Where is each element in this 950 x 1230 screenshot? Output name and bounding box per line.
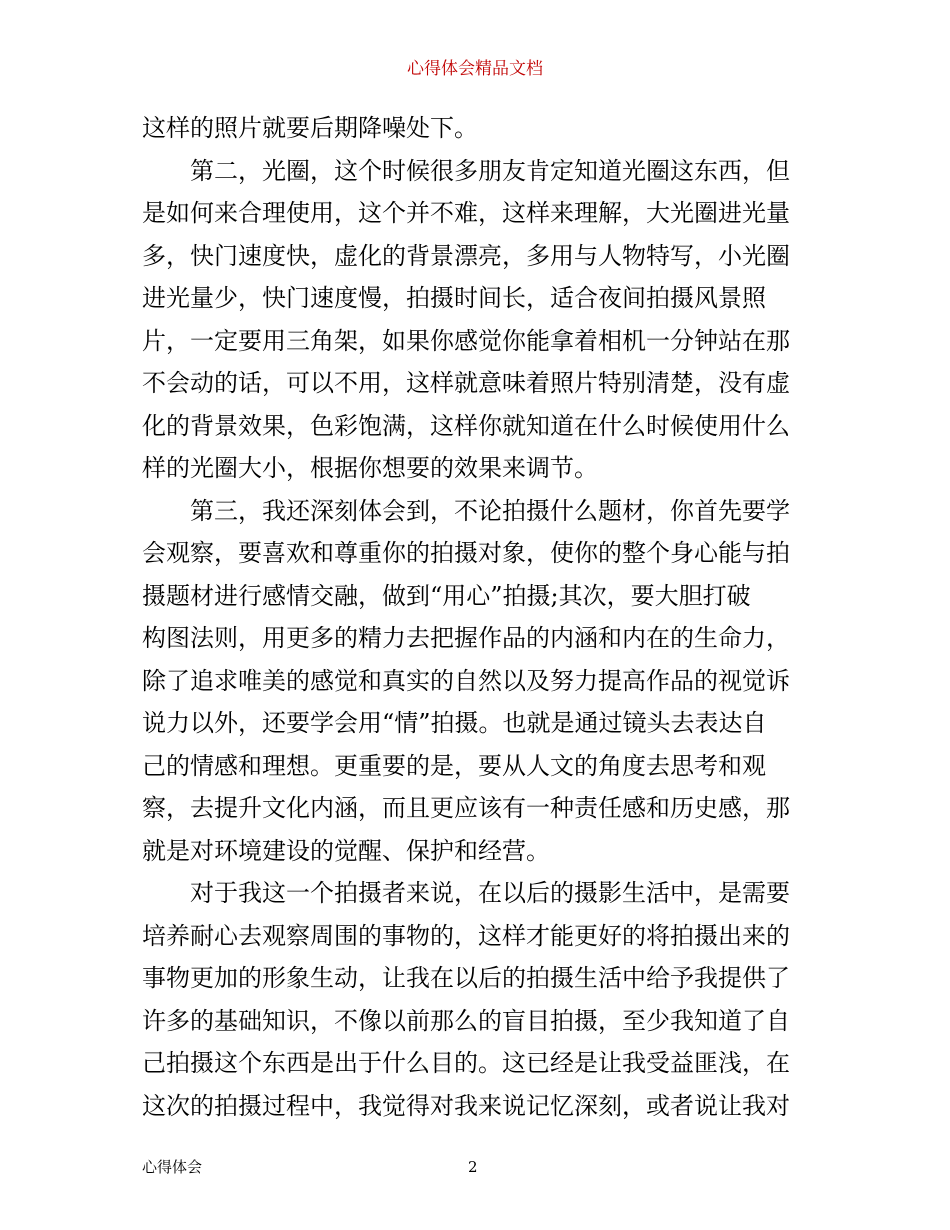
body-line: 多，快门速度快，虚化的背景漂亮，多用与人物特写，小光圈 xyxy=(142,242,790,270)
body-line: 事物更加的形象生动，让我在以后的拍摄生活中给予我提供了 xyxy=(142,964,790,992)
body-line: 进光量少，快门速度慢，拍摄时间长，适合夜间拍摄风景照 xyxy=(142,284,766,312)
body-line: 说力以外，还要学会用“情”拍摄。也就是通过镜头去表达自 xyxy=(142,709,767,737)
body-line: 对于我这一个拍摄者来说，在以后的摄影生活中，是需要 xyxy=(142,879,790,907)
body-line: 己拍摄这个东西是出于什么目的。这已经是让我受益匪浅，在 xyxy=(142,1049,790,1077)
body-line: 样的光圈大小，根据你想要的效果来调节。 xyxy=(142,454,598,482)
body-line: 这样的照片就要后期降噪处下。 xyxy=(142,114,478,142)
body-line: 察，去提升文化内涵，而且更应该有一种责任感和历史感，那 xyxy=(142,794,790,822)
body-line: 第二，光圈，这个时候很多朋友肯定知道光圈这东西，但 xyxy=(142,157,790,185)
body-line: 培养耐心去观察周围的事物的，这样才能更好的将拍摄出来的 xyxy=(142,922,790,950)
body-line: 摄题材进行感情交融，做到“用心”拍摄;其次，要大胆打破 xyxy=(142,582,751,610)
body-line: 构图法则，用更多的精力去把握作品的内涵和内在的生命力， xyxy=(142,624,790,652)
body-line: 会观察，要喜欢和尊重你的拍摄对象，使你的整个身心能与拍 xyxy=(142,539,790,567)
page-header-title: 心得体会精品文档 xyxy=(407,59,543,79)
body-line: 许多的基础知识，不像以前那么的盲目拍摄，至少我知道了自 xyxy=(142,1007,790,1035)
footer-label: 心得体会 xyxy=(142,1158,203,1176)
body-line: 就是对环境建设的觉醒、保护和经营。 xyxy=(142,837,550,865)
body-line: 是如何来合理使用，这个并不难，这样来理解，大光圈进光量 xyxy=(142,199,790,227)
body-line: 不会动的话，可以不用，这样就意味着照片特别清楚，没有虚 xyxy=(142,369,790,397)
body-line: 己的情感和理想。更重要的是，要从人文的角度去思考和观 xyxy=(142,752,766,780)
body-line: 片，一定要用三角架，如果你感觉你能拿着相机一分钟站在那 xyxy=(142,327,790,355)
body-line: 除了追求唯美的感觉和真实的自然以及努力提高作品的视觉诉 xyxy=(142,667,790,695)
body-line: 第三，我还深刻体会到，不论拍摄什么题材，你首先要学 xyxy=(142,497,790,525)
footer-page-number: 2 xyxy=(468,1158,478,1176)
body-line: 化的背景效果，色彩饱满，这样你就知道在什么时候使用什么 xyxy=(142,412,790,440)
body-line: 这次的拍摄过程中，我觉得对我来说记忆深刻，或者说让我对 xyxy=(142,1092,790,1120)
